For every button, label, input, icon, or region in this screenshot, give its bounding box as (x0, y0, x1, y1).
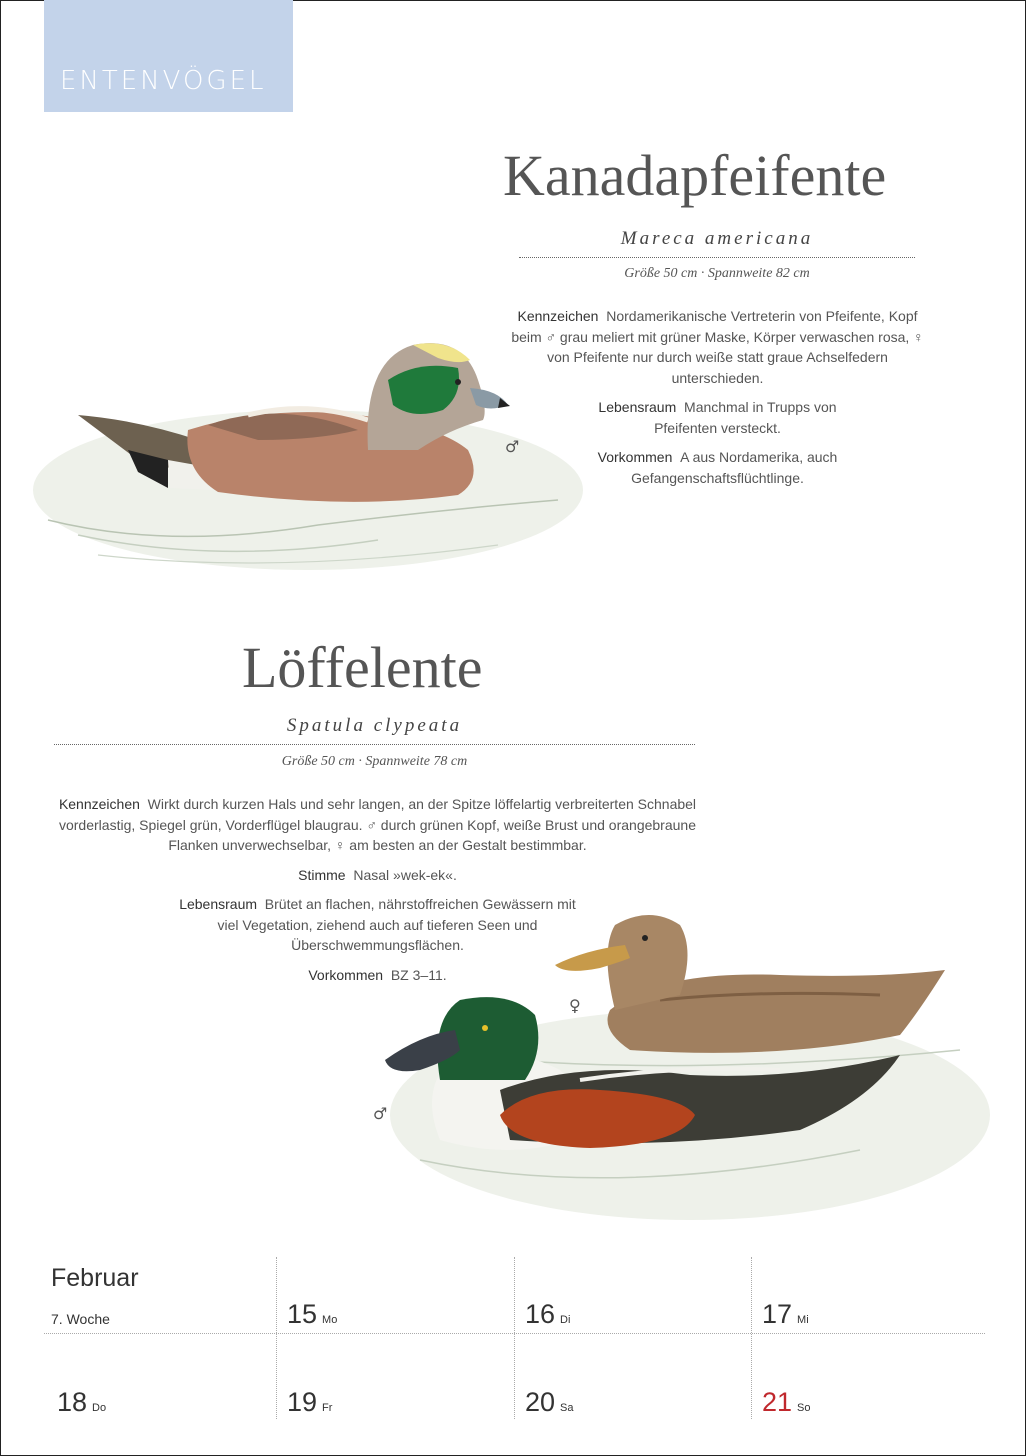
species2-measure: Größe 50 cm · Spannweite 78 cm (281, 754, 468, 769)
species2-female-symbol: ♀ (569, 996, 581, 1015)
species2-kennzeichen-label: Kennzeichen (58, 796, 140, 812)
calendar-week: 7. Woche (51, 1311, 110, 1327)
species1-male-symbol: ♂ (505, 437, 520, 456)
american-wigeon-illustration (18, 320, 588, 590)
species1-title: Kanadapfeifente (503, 143, 887, 208)
species2-vorkommen-label: Vorkommen (308, 966, 384, 983)
species2-stimme-text: Nasal »wek-ek«. (353, 866, 457, 883)
category-tab (44, 0, 293, 112)
calendar-day: 16 Di (525, 1299, 571, 1329)
species2-latin: Spatula clypeata (286, 715, 463, 736)
species1-measure: Größe 50 cm · Spannweite 82 cm (624, 266, 810, 281)
calendar-day: 15 Mo (287, 1299, 338, 1329)
species2-lebensraum-text: Brütet an flachen, nährstoffreichen Gewässern mit viel Vegetation, ziehend auch auf tieferen Seen und Überschwemmungsflächen. (217, 896, 576, 953)
species2-stimme-label: Stimme (298, 866, 346, 883)
species2-male-symbol: ♂ (373, 1104, 388, 1123)
calendar-day: 17 Mi (762, 1299, 809, 1329)
species1-vorkommen-label: Vorkommen (597, 449, 673, 465)
species1-divider (519, 257, 915, 258)
species1-latin: Mareca americana (620, 228, 814, 249)
calendar-divider-1 (276, 1257, 277, 1419)
species2-kennzeichen-text: Wirkt durch kurzen Hals und sehr langen, an der Spitze löffelartig verbreiterten Schnabel vorderlastig, Spiegel grün, Vorderflügel blaugrau. ♂ durch grünen Kopf, weiße Brust und orangebraune Flanken unverwechselbar, ♀ am besten an der Gestalt bestimmbar. (58, 796, 697, 853)
calendar-day-sunday: 21 So (762, 1387, 811, 1417)
species1-lebensraum-text: Manchmal in Trupps von Pfeifenten versteckt. (654, 399, 837, 436)
species1-lebensraum-label: Lebensraum (598, 399, 677, 415)
northern-shoveler-illustration (360, 900, 990, 1230)
calendar-divider-3 (751, 1257, 752, 1419)
species2-vorkommen-text: BZ 3–11. (390, 966, 447, 983)
calendar-day: 20 Sa (525, 1387, 574, 1417)
species2-title: Löffelente (242, 635, 483, 700)
species1-kennzeichen-label: Kennzeichen (517, 308, 599, 324)
calendar-divider-2 (514, 1257, 515, 1419)
species1-vorkommen-text: A aus Nordamerika, auch Gefangenschaftsflüchtlinge. (631, 449, 838, 486)
species2-divider (54, 744, 695, 745)
calendar-day: 19 Fr (287, 1387, 333, 1417)
calendar-row-divider (44, 1333, 985, 1334)
calendar-day: 18 Do (57, 1387, 107, 1417)
species2-lebensraum-label: Lebensraum (179, 896, 258, 912)
calendar-month: Februar (51, 1264, 139, 1292)
species1-kennzeichen-text: Nordamerikanische Vertreterin von Pfeifente, Kopf beim ♂ grau meliert mit grüner Maske, Körper verwaschen rosa, ♀ von Pfeifente nur durch weiße statt graue Achselfedern unterschieden. (511, 308, 924, 386)
category-label: ENTENVÖGEL (60, 66, 267, 96)
